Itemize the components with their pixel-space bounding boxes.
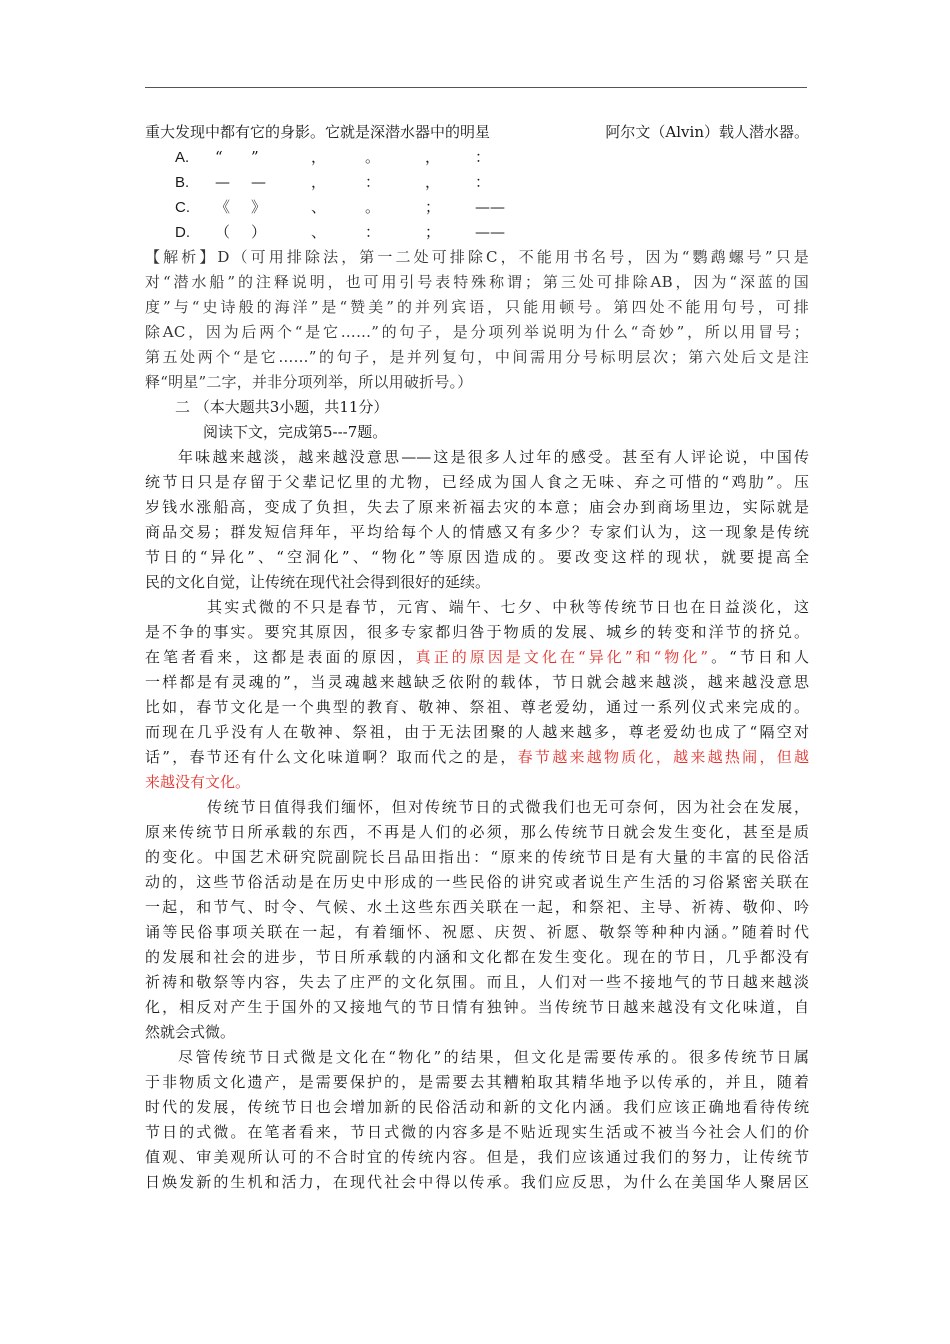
option-mark: （ — [215, 223, 231, 241]
paragraph-line: 诵等民俗事项关联在一起，有着缅怀、祝愿、庆贺、祈愿、敬祭等种种内涵。”随着时代 — [145, 923, 809, 941]
paragraph-line: 其实式微的不只是春节，元宵、端午、七夕、中秋等传统节日也在日益淡化，这 — [207, 598, 809, 616]
paragraph-line: 比如，春节文化是一个典型的教育、敬神、祭祖、尊老爱幼，通过一系列仪式来完成的。 — [145, 698, 809, 716]
option-mark: —— — [475, 198, 505, 216]
option-mark: ； — [425, 198, 441, 216]
paragraph-line: 于非物质文化遗产，是需要保护的，是需要去其糟粕取其精华地予以传承的，并且，随着 — [145, 1073, 809, 1091]
paragraph-line: 值观、审美观所认可的不合时宜的传统内容。但是，我们应该通过我们的努力，让传统节 — [145, 1148, 809, 1166]
option-mark: ： — [365, 173, 381, 191]
paragraph-line: 尽管传统节日式微是文化在“物化”的结果，但文化是需要传承的。很多传统节日属 — [178, 1048, 809, 1066]
paragraph-line: 动的，这些节俗活动是在历史中形成的一些民俗的讲究或者说生产生活的习俗紧密关联在 — [145, 873, 809, 891]
option-mark: 、 — [311, 198, 327, 216]
explanation-line: 释“明星”二字，并非分项列举，所以用破折号。） — [145, 373, 473, 391]
text-span: 在笔者看来，这都是表面的原因， — [145, 648, 416, 666]
section-title: 二 （本大题共3小题，共11分） — [175, 398, 389, 416]
option-mark: ” — [251, 148, 259, 166]
paragraph-line: 一起，和节气、时令、气候、水土这些东西关联在一起，和祭祀、主导、祈祷、敬仰、吟 — [145, 898, 809, 916]
highlighted-text: 来越没有文化。 — [145, 773, 251, 791]
option-d — [145, 220, 809, 245]
paragraph-line: 年味越来越淡，越来越没意思——这是很多人过年的感受。甚至有人评论说，中国传 — [178, 448, 809, 466]
option-mark: —— — [475, 223, 505, 241]
stem-left-text: 重大发现中都有它的身影。它就是深潜水器中的明星 — [145, 123, 491, 141]
paragraph-line — [145, 645, 809, 670]
paragraph-line: 民的文化自觉，让传统在现代社会得到很好的延续。 — [145, 573, 491, 591]
paragraph-line: 传统节日值得我们缅怀，但对传统节日的式微我们也无可奈何，因为社会在发展， — [207, 798, 809, 816]
paragraph-line: 统节日只是存留于父辈记忆里的尤物，已经成为国人食之无味、弃之可惜的“鸡肋”。压 — [145, 473, 809, 491]
option-mark: — — [251, 173, 266, 191]
paragraph-line: 化，相反对产生于国外的又接地气的节日情有独钟。当传统节日越来越没有文化味道，自 — [145, 998, 809, 1016]
stem-right-text: 阿尔文（Alvin）载人潜水器。 — [605, 123, 809, 141]
paragraph-line — [145, 745, 809, 770]
option-mark: “ — [215, 148, 223, 166]
option-mark: ， — [311, 173, 327, 191]
option-mark: ： — [475, 173, 491, 191]
paragraph-line: 商品交易；群发短信拜年，平均给每个人的情感又有多少？专家们认为，这一现象是传统 — [145, 523, 809, 541]
question-stem-line — [145, 120, 809, 145]
option-c — [145, 195, 809, 220]
option-mark: 《 — [215, 198, 231, 216]
option-a — [145, 145, 809, 170]
option-mark: 。 — [365, 198, 381, 216]
paragraph-line: 时代的发展，传统节日也会增加新的民俗活动和新的文化内涵。我们应该正确地看待传统 — [145, 1098, 809, 1116]
text-span: 。“节日和人 — [708, 648, 809, 666]
option-mark: ， — [425, 148, 441, 166]
explanation-line: 除AC，因为后两个“是它……”的句子，是分项列举说明为什么“奇妙”，所以用冒号； — [145, 323, 809, 341]
explanation-line: 对“潜水船”的注释说明，也可用引号表特殊称谓；第三处可排除AB，因为“深蓝的国 — [145, 273, 809, 291]
reading-instruction: 阅读下文，完成第5---7题。 — [203, 423, 388, 441]
paragraph-line: 原来传统节日所承载的东西，不再是人们的必须，那么传统节日就会发生变化，甚至是质 — [145, 823, 809, 841]
option-mark: 、 — [311, 223, 327, 241]
paragraph-line: 而现在几乎没有人在敬神、祭祖，由于无法团聚的人越来越多，尊老爱幼也成了“隔空对 — [145, 723, 809, 741]
highlighted-text: 春节越来越物质化，越来越热闹，但越 — [517, 748, 810, 766]
option-mark: ： — [365, 223, 381, 241]
option-label: D. — [175, 224, 190, 241]
explanation-line: 第五处两个“是它……”的句子，是并列复句，中间需用分号标明层次；第六处后文是注 — [145, 348, 809, 366]
option-label: A. — [175, 149, 190, 166]
paragraph-line: 岁钱水涨船高，变成了负担，失去了原来祈福去灾的本意；庙会办到商场里边，实际就是 — [145, 498, 809, 516]
paragraph-line: 的发展和社会的进步，节日所承载的内涵和文化都在发生变化。现在的节日，几乎都没有 — [145, 948, 809, 966]
document-content — [145, 120, 809, 1195]
option-mark: ， — [425, 173, 441, 191]
paragraph-line: 节日的“异化”、“空洞化”、“物化”等原因造成的。要改变这样的现状，就要提高全 — [145, 548, 809, 566]
paragraph-line: 的变化。中国艺术研究院副院长吕品田指出：“原来的传统节日是有大量的丰富的民俗活 — [145, 848, 809, 866]
highlighted-text: 真正的原因是文化在“异化”和“物化” — [415, 648, 709, 666]
header-rule — [145, 87, 807, 88]
paragraph-line: 祈祷和敬祭等内容，失去了庄严的文化氛围。而且，人们对一些不接地气的节日越来越淡 — [145, 973, 809, 991]
paragraph-line: 日焕发新的生机和活力，在现代社会中得以传承。我们应反思，为什么在美国华人聚居区 — [145, 1173, 809, 1191]
explanation-line: 度”与“史诗般的海洋”是“赞美”的并列宾语，只能用顿号。第四处不能用句号，可排 — [145, 298, 809, 316]
paragraph-line: 是不争的事实。要究其原因，很多专家都归咎于物质的发展、城乡的转变和洋节的挤兑。 — [145, 623, 809, 641]
option-b — [145, 170, 809, 195]
paragraph-line: 一样都是有灵魂的”，当灵魂越来越缺乏依附的载体，节日就会越来越淡，越来越没意思 — [145, 673, 809, 691]
option-label: C. — [175, 199, 190, 216]
paragraph-line: 然就会式微。 — [145, 1023, 236, 1041]
text-span: 话”，春节还有什么文化味道啊？取而代之的是， — [145, 748, 518, 766]
option-label: B. — [175, 174, 190, 191]
option-mark: — — [215, 173, 230, 191]
explanation-line: 【解析】D（可用排除法，第一二处可排除C，不能用书名号，因为“鹦鹉螺号”只是 — [145, 248, 809, 266]
option-mark: ， — [311, 148, 327, 166]
option-mark: ： — [475, 148, 491, 166]
paragraph-line: 节日的式微。在笔者看来，节日式微的内容多是不贴近现实生活或不被当今社会人们的价 — [145, 1123, 809, 1141]
option-mark: ） — [251, 223, 267, 241]
option-mark: ； — [425, 223, 441, 241]
option-mark: 》 — [251, 198, 267, 216]
option-mark: 。 — [365, 148, 381, 166]
